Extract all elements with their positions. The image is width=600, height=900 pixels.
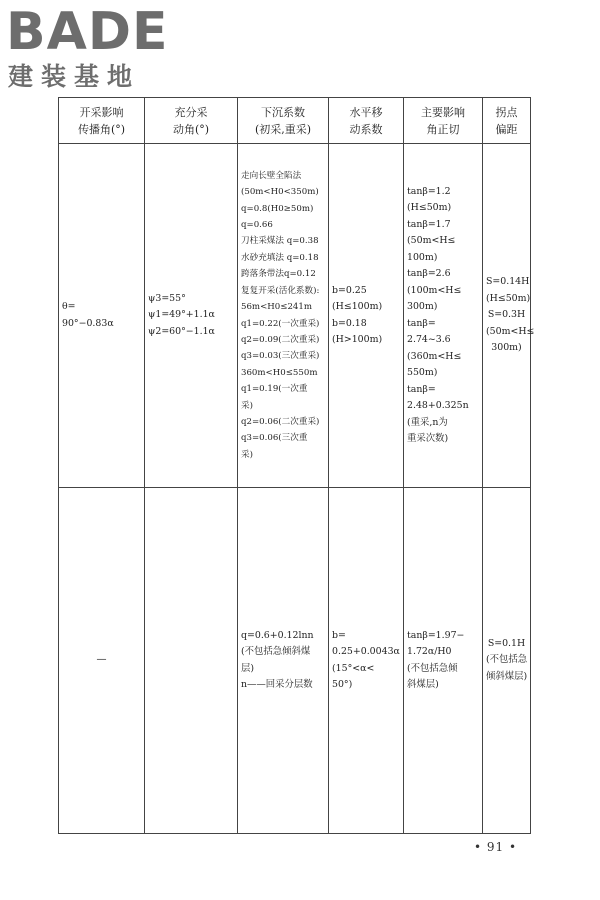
header-cell: 水平移 动系数 <box>329 98 404 144</box>
page-number: • 91 • <box>474 840 518 854</box>
table-cell: b=0.25 (H≤100m) b=0.18 (H>100m) <box>329 144 404 488</box>
table-cell: q=0.6+0.12lnn (不包括急倾斜煤 层) n——回采分层数 <box>238 488 329 834</box>
table-cell: S=0.1H (不包括急 倾斜煤层) <box>483 488 531 834</box>
header-cell: 充分采 动角(°) <box>145 98 238 144</box>
header-cell: 开采影响 传播角(°) <box>59 98 145 144</box>
table-cell: ψ3=55° ψ1=49°+1.1α ψ2=60°−1.1α <box>145 144 238 488</box>
table-cell: — <box>59 488 145 834</box>
logo-wordmark: BADE <box>6 2 169 62</box>
table-cell: θ= 90°−0.83α <box>59 144 145 488</box>
table-cell: 走向长壁全陷法 (50m<H0<350m) q=0.8(H0≥50m) q=0.66 刀柱采煤法 q=0.38 水砂充填法 q=0.18 跨落条带法q=0.12 复复开采(活化系数): 56m<H0≤241m q1=0.22(一次重采) q2=0.09(二次重采) q3=0.03(三次重采) 360m<H0≤550m q1=0.19(一次重 采) q2=0.06(二次重采) q3=0.06(三次重 采) <box>238 144 329 488</box>
header-cell: 下沉系数 (初采,重采) <box>238 98 329 144</box>
table-cell: S=0.14H (H≤50m) S=0.3H (50m<H≤ 300m) <box>483 144 531 488</box>
table-row <box>59 144 531 488</box>
table-cell: b= 0.25+0.0043α (15°<α< 50°) <box>329 488 404 834</box>
logo-subtitle: 建装基地 <box>8 62 141 91</box>
header-cell: 拐点 偏距 <box>483 98 531 144</box>
table-cell <box>145 488 238 834</box>
brand-logo <box>6 4 176 92</box>
header-cell: 主要影响 角正切 <box>404 98 483 144</box>
table-cell: tanβ=1.2 (H≤50m) tanβ=1.7 (50m<H≤ 100m) tanβ=2.6 (100m<H≤ 300m) tanβ= 2.74~3.6 (360m<H≤ 550m) tanβ= 2.48+0.325n (重采,n为 重采次数) <box>404 144 483 488</box>
header-row <box>59 98 531 144</box>
table-cell: tanβ=1.97− 1.72α/H0 (不包括急倾 斜煤层) <box>404 488 483 834</box>
parameter-table <box>58 97 535 834</box>
table-row <box>59 488 531 834</box>
